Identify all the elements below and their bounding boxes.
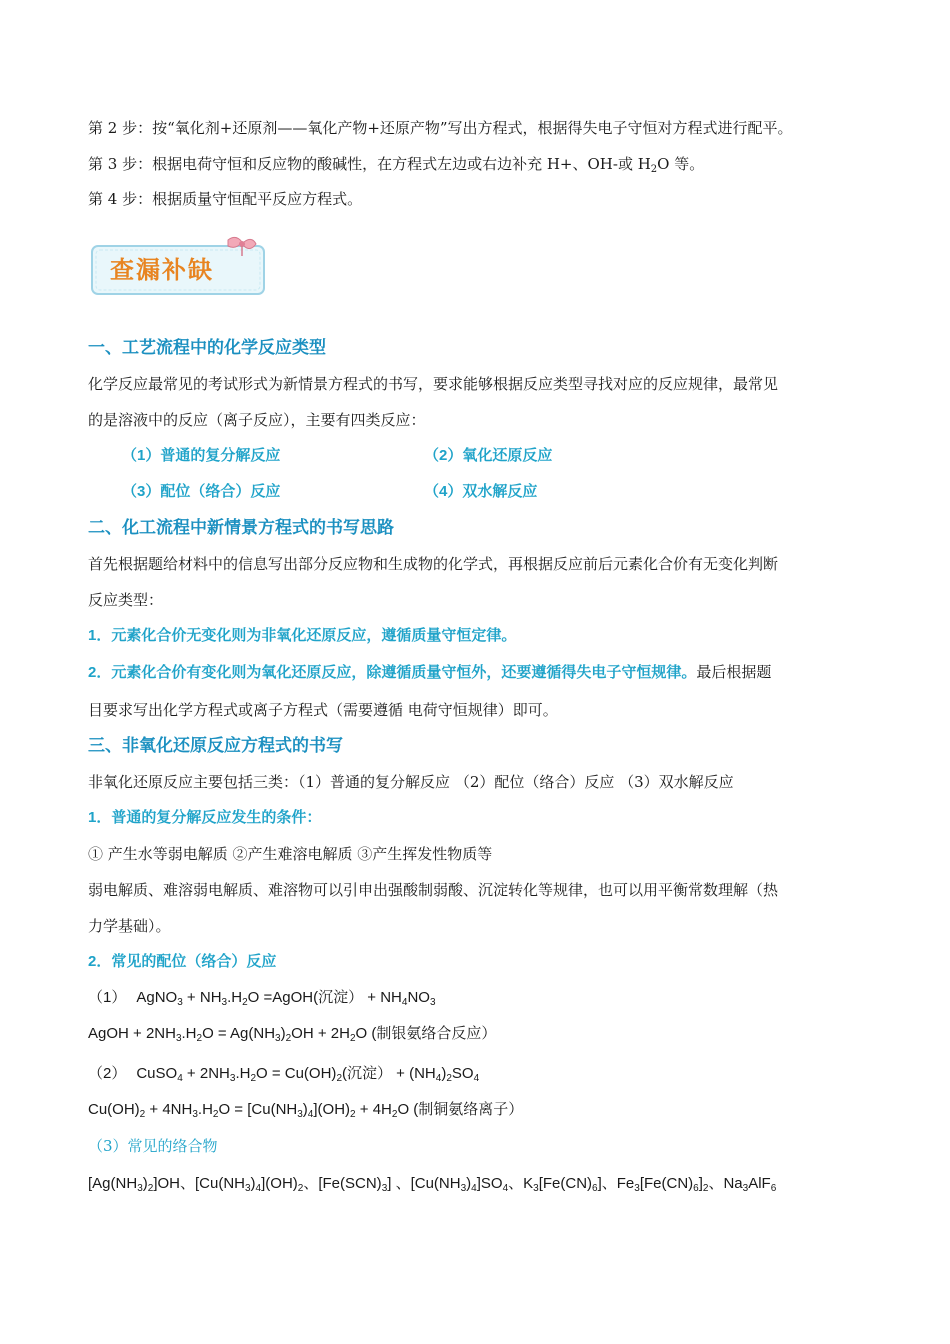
badge-label: 查漏补缺 <box>110 256 214 284</box>
section-3-intro: 非氧化还原反应主要包括三类：（1）普通的复分解反应 （2）配位（络合）反应 （3）双水解反应 <box>88 773 734 791</box>
equation-3-prefix: （2） <box>88 1065 127 1082</box>
step-2: 第 2 步：按“氧化剂+还原剂——氧化产物+还原产物”写出方程式，根据得失电子守恒对方程式进行配平。 <box>88 119 793 137</box>
section-3-explain-line-1: 弱电解质、难溶弱电解质、难溶物可以引申出强酸制弱酸、沉淀转化等规律，也可以用平衡常数理解（热 <box>88 881 779 899</box>
equation-2-note: (制银氨络合反应） <box>371 1025 497 1042</box>
equation-1-prefix: （1） <box>88 989 127 1006</box>
equation-3-precip: (沉淀） <box>342 1065 392 1082</box>
section-2-point-2-highlight: 2．元素化合价有变化则为氧化还原反应，除遵循质量守恒外，还要遵循得失电子守恒规律。 <box>88 664 697 681</box>
equation-1-precip: (沉淀） <box>313 989 364 1006</box>
equation-4: $Cu(OH)_2 + 4NH_3.H_2O = [Cu(NH_3)_4](OH)_2 + 4H_2O$ (制铜氨络离子） <box>88 1101 524 1120</box>
step-3-text: 第 3 步：根据电荷守恒和反应物的酸碱性，在方程式左边或右边补充 H+、OH-或 H <box>88 155 651 173</box>
step-3 <box>88 154 704 177</box>
section-1-para-line-1: 化学反应最常见的考试形式为新情景方程式的书写，要求能够根据反应类型寻找对应的反应规律，最常见 <box>88 375 779 393</box>
section-1-para-line-2: 的是溶液中的反应（离子反应），主要有四类反应： <box>88 411 426 429</box>
section-2-point-2-tail: 最后根据题 <box>696 663 772 681</box>
step-3-subscript: 2 <box>650 164 658 175</box>
section-3-sub-2-title: 2．常见的配位（络合）反应 <box>88 953 277 970</box>
section-2-point-2 <box>88 662 771 683</box>
step-4: 第 4 步：根据质量守恒配平反应方程式。 <box>88 190 363 208</box>
equation-3: （2） CuSO$_4$ + $2NH_3.H_2O = Cu(OH)_2$(沉淀） + $(NH_4)_2SO_4$ <box>88 1065 480 1084</box>
section-1-title: 一、工艺流程中的化学反应类型 <box>88 338 326 358</box>
reaction-type-3: （3）配位（络合）反应 <box>122 483 281 500</box>
section-badge <box>88 236 270 298</box>
reaction-type-1: （1）普通的复分解反应 <box>122 447 281 464</box>
reaction-type-2: （2）氧化还原反应 <box>424 447 553 464</box>
section-3-sub-3-title: （3）常见的络合物 <box>88 1137 218 1155</box>
complex-list: $[Ag(NH_3)_2]OH$、$[Cu(NH_3)_4](OH)_2$、$[Fe(SCN)_3]$ 、$[Cu(NH_3)_4]SO_4$、$K_3[Fe(CN)_6]$、$Fe_3[Fe(CN)_6]_2$、$Na_3AlF_6$ <box>88 1175 777 1194</box>
section-2-point-1: 1．元素化合价无变化则为非氧化还原反应，遵循质量守恒定律。 <box>88 627 517 644</box>
step-3-tail: O 等。 <box>657 155 705 173</box>
section-3-conditions: ① 产生水等弱电解质 ②产生难溶电解质 ③产生挥发性物质等 <box>88 845 493 863</box>
section-3-sub-1-title: 1．普通的复分解反应发生的条件： <box>88 809 322 826</box>
reaction-type-4: （4）双水解反应 <box>424 483 538 500</box>
equation-2: AgOH + $2NH_3.H_2O = Ag(NH_3)_2OH + 2H_2O$ (制银氨络合反应） <box>88 1025 497 1044</box>
section-2-para-line-1: 首先根据题给材料中的信息写出部分反应物和生成物的化学式，再根据反应前后元素化合价有无变化判断 <box>88 555 779 573</box>
equation-4-note: (制铜氨络离子） <box>413 1101 524 1118</box>
equation-1: （1） AgNO$_3$ + $NH_3.H_2O$ =AgOH(沉淀） + $NH_4NO_3$ <box>88 989 436 1008</box>
section-2-point-2-line-2: 目要求写出化学方程式或离子方程式（需要遵循 电荷守恒规律）即可。 <box>88 701 558 719</box>
section-2-title: 二、化工流程中新情景方程式的书写思路 <box>88 518 394 538</box>
section-3-title: 三、非氧化还原反应方程式的书写 <box>88 736 343 756</box>
section-2-para-line-2: 反应类型： <box>88 591 164 609</box>
section-3-explain-line-2: 力学基础）。 <box>88 917 171 935</box>
